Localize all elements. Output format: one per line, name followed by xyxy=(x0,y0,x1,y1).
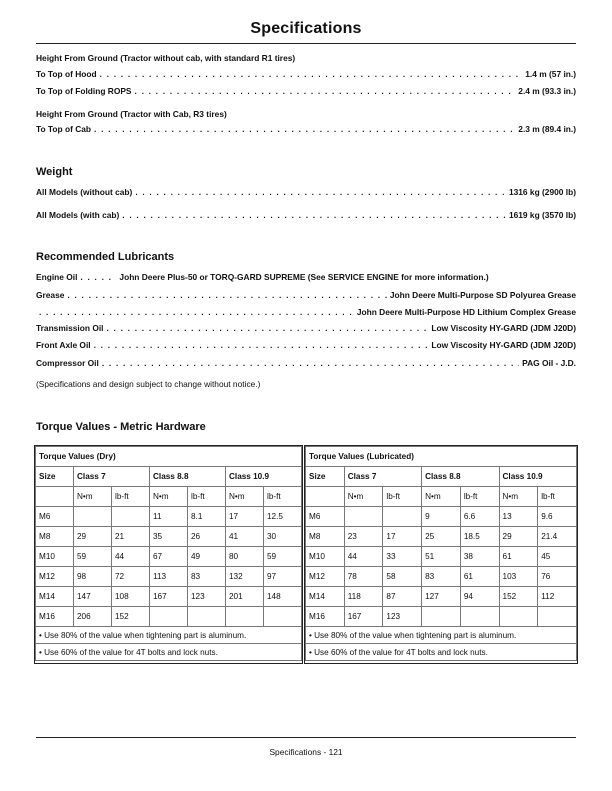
unit-header: N•m xyxy=(422,487,461,507)
torque-value: 103 xyxy=(499,567,538,587)
torque-value: 147 xyxy=(74,587,112,607)
torque-value xyxy=(74,507,112,527)
torque-table-dry-grid xyxy=(35,446,302,661)
torque-value: 38 xyxy=(460,547,499,567)
torque-value: 61 xyxy=(460,567,499,587)
bolt-size: M6 xyxy=(36,507,74,527)
table-caption: Torque Values (Dry) xyxy=(36,447,302,467)
table-row xyxy=(36,587,302,607)
torque-title: Torque Values - Metric Hardware xyxy=(36,421,206,433)
leader-dots xyxy=(135,86,516,96)
torque-value: 13 xyxy=(499,507,538,527)
table-row xyxy=(306,507,577,527)
torque-value: 201 xyxy=(226,587,264,607)
torque-value: 58 xyxy=(383,567,422,587)
weight-title: Weight xyxy=(36,166,73,178)
torque-value: 108 xyxy=(112,587,150,607)
torque-value: 12.5 xyxy=(264,507,302,527)
torque-value xyxy=(460,607,499,627)
spec-label: To Top of Cab xyxy=(36,124,92,134)
table-note: • Use 80% of the value when tightening part is aluminum. xyxy=(36,627,302,644)
spec-label: To Top of Folding ROPS xyxy=(36,86,132,96)
torque-value xyxy=(226,607,264,627)
table-note: • Use 80% of the value when tightening part is aluminum. xyxy=(306,627,577,644)
lube-line-grease-alt xyxy=(36,307,576,319)
torque-value xyxy=(188,607,226,627)
unit-header: lb-ft xyxy=(264,487,302,507)
torque-value: 49 xyxy=(188,547,226,567)
leader-dots xyxy=(102,358,519,368)
bolt-size: M8 xyxy=(306,527,345,547)
torque-value: 132 xyxy=(226,567,264,587)
torque-value: 123 xyxy=(383,607,422,627)
weight-line-no-cab xyxy=(36,187,576,199)
lube-line-compressor xyxy=(36,358,576,370)
torque-value: 152 xyxy=(112,607,150,627)
torque-value: 23 xyxy=(344,527,383,547)
torque-value: 123 xyxy=(188,587,226,607)
spec-value: Low Viscosity HY-GARD (JDM J20D) xyxy=(431,323,576,333)
leader-dots xyxy=(80,272,116,282)
size-header: Size xyxy=(306,467,345,487)
table-row xyxy=(306,607,577,627)
bolt-size: M10 xyxy=(306,547,345,567)
class-header: Class 8.8 xyxy=(422,467,499,487)
torque-value: 21 xyxy=(112,527,150,547)
page-footer: Specifications - 121 xyxy=(269,747,343,757)
lube-line-front-axle xyxy=(36,340,576,352)
bolt-size: M6 xyxy=(306,507,345,527)
unit-header: lb-ft xyxy=(460,487,499,507)
bolt-size: M16 xyxy=(36,607,74,627)
bolt-size: M8 xyxy=(36,527,74,547)
class-header: Class 10.9 xyxy=(499,467,576,487)
torque-value: 59 xyxy=(264,547,302,567)
spec-label: Grease xyxy=(36,290,65,300)
unit-header: N•m xyxy=(150,487,188,507)
torque-value: 78 xyxy=(344,567,383,587)
torque-value: 9 xyxy=(422,507,461,527)
table-row xyxy=(36,567,302,587)
table-note: • Use 60% of the value for 4T bolts and lock nuts. xyxy=(36,644,302,661)
bolt-size: M12 xyxy=(36,567,74,587)
bolt-size: M14 xyxy=(306,587,345,607)
torque-value: 17 xyxy=(383,527,422,547)
leader-dots xyxy=(94,340,429,350)
table-row xyxy=(306,567,577,587)
torque-value: 113 xyxy=(150,567,188,587)
torque-value: 26 xyxy=(188,527,226,547)
torque-value: 152 xyxy=(499,587,538,607)
lube-line-grease xyxy=(36,290,576,302)
torque-value: 72 xyxy=(112,567,150,587)
torque-value: 61 xyxy=(499,547,538,567)
bolt-size: M12 xyxy=(306,567,345,587)
torque-value xyxy=(383,507,422,527)
bolt-size: M10 xyxy=(36,547,74,567)
torque-value: 83 xyxy=(188,567,226,587)
table-row xyxy=(306,587,577,607)
spec-value: 1619 kg (3570 lb) xyxy=(508,210,576,220)
unit-header: lb-ft xyxy=(538,487,577,507)
torque-value: 41 xyxy=(226,527,264,547)
spec-value: John Deere Multi-Purpose HD Lithium Complex Grease xyxy=(356,307,576,317)
torque-value: 21.4 xyxy=(538,527,577,547)
lube-line-transmission xyxy=(36,323,576,335)
torque-value: 33 xyxy=(383,547,422,567)
table-caption: Torque Values (Lubricated) xyxy=(306,447,577,467)
bolt-size: M14 xyxy=(36,587,74,607)
spec-label: Front Axle Oil xyxy=(36,340,91,350)
spec-line-cab xyxy=(36,124,576,136)
leader-dots xyxy=(67,290,386,300)
table-row xyxy=(36,527,302,547)
unit-header: N•m xyxy=(226,487,264,507)
height-no-cab-heading: Height From Ground (Tractor without cab, with standard R1 tires) xyxy=(36,53,296,63)
torque-value: 98 xyxy=(74,567,112,587)
leader-dots xyxy=(122,210,506,220)
torque-value: 83 xyxy=(422,567,461,587)
torque-value: 59 xyxy=(74,547,112,567)
page-title: Specifications xyxy=(250,20,362,37)
torque-value: 97 xyxy=(264,567,302,587)
torque-value: 87 xyxy=(383,587,422,607)
unit-header: lb-ft xyxy=(188,487,226,507)
torque-value xyxy=(112,507,150,527)
torque-value: 35 xyxy=(150,527,188,547)
spec-label: All Models (without cab) xyxy=(36,187,133,197)
spec-value: 2.4 m (93.3 in.) xyxy=(518,86,576,96)
table-row xyxy=(306,547,577,567)
torque-value: 112 xyxy=(538,587,577,607)
spec-value: Low Viscosity HY-GARD (JDM J20D) xyxy=(431,340,576,350)
torque-value xyxy=(264,607,302,627)
leader-dots xyxy=(100,69,523,79)
spec-label: All Models (with cab) xyxy=(36,210,120,220)
leader-dots xyxy=(39,307,354,317)
torque-value: 6.6 xyxy=(460,507,499,527)
torque-value: 45 xyxy=(538,547,577,567)
spec-label: To Top of Hood xyxy=(36,69,97,79)
torque-value xyxy=(499,607,538,627)
spec-value: 2.3 m (89.4 in.) xyxy=(518,124,576,134)
torque-value: 206 xyxy=(74,607,112,627)
torque-value: 18.5 xyxy=(460,527,499,547)
weight-line-cab xyxy=(36,210,576,222)
class-header: Class 10.9 xyxy=(226,467,302,487)
table-row xyxy=(306,527,577,547)
spec-label: Engine Oil xyxy=(36,272,78,282)
lube-line-engine xyxy=(36,272,576,284)
unit-header: lb-ft xyxy=(383,487,422,507)
class-header: Class 7 xyxy=(344,467,421,487)
spec-value: PAG Oil - J.D. xyxy=(522,358,576,368)
torque-value: 9.6 xyxy=(538,507,577,527)
table-row xyxy=(36,507,302,527)
size-header: Size xyxy=(36,467,74,487)
torque-value: 44 xyxy=(112,547,150,567)
torque-value: 148 xyxy=(264,587,302,607)
torque-value: 29 xyxy=(499,527,538,547)
torque-value: 29 xyxy=(74,527,112,547)
unit-header: lb-ft xyxy=(112,487,150,507)
torque-table-dry xyxy=(34,445,303,664)
torque-table-lubricated xyxy=(304,445,578,664)
table-note: • Use 60% of the value for 4T bolts and lock nuts. xyxy=(306,644,577,661)
torque-value: 167 xyxy=(150,587,188,607)
torque-value: 167 xyxy=(344,607,383,627)
spec-value: 1316 kg (2900 lb) xyxy=(508,187,576,197)
torque-value: 67 xyxy=(150,547,188,567)
spec-line-hood xyxy=(36,69,576,81)
torque-value: 30 xyxy=(264,527,302,547)
spec-label: Compressor Oil xyxy=(36,358,99,368)
torque-value xyxy=(538,607,577,627)
footer-rule xyxy=(36,737,576,738)
torque-value xyxy=(344,507,383,527)
torque-value: 51 xyxy=(422,547,461,567)
spec-value: 1.4 m (57 in.) xyxy=(525,69,576,79)
unit-blank xyxy=(306,487,345,507)
leader-dots xyxy=(135,187,506,197)
leader-dots xyxy=(107,323,429,333)
disclaimer-note: (Specifications and design subject to change without notice.) xyxy=(36,379,261,389)
class-header: Class 7 xyxy=(74,467,150,487)
title-rule xyxy=(36,43,576,44)
unit-header: N•m xyxy=(74,487,112,507)
torque-table-lubricated-grid xyxy=(305,446,577,661)
unit-header: N•m xyxy=(344,487,383,507)
unit-header: N•m xyxy=(499,487,538,507)
torque-value: 118 xyxy=(344,587,383,607)
torque-value: 8.1 xyxy=(188,507,226,527)
torque-value: 76 xyxy=(538,567,577,587)
spec-value: John Deere Multi-Purpose SD Polyurea Grease xyxy=(389,290,576,300)
torque-value: 11 xyxy=(150,507,188,527)
unit-blank xyxy=(36,487,74,507)
torque-value: 127 xyxy=(422,587,461,607)
table-row xyxy=(36,547,302,567)
spec-line-rops xyxy=(36,86,576,98)
torque-value: 25 xyxy=(422,527,461,547)
lubricants-title: Recommended Lubricants xyxy=(36,251,175,263)
torque-value: 80 xyxy=(226,547,264,567)
torque-value: 17 xyxy=(226,507,264,527)
torque-value: 94 xyxy=(460,587,499,607)
spec-label: Transmission Oil xyxy=(36,323,104,333)
class-header: Class 8.8 xyxy=(150,467,226,487)
torque-value xyxy=(150,607,188,627)
bolt-size: M16 xyxy=(306,607,345,627)
torque-value xyxy=(422,607,461,627)
table-row xyxy=(36,607,302,627)
spec-value: John Deere Plus-50 or TORQ-GARD SUPREME (See SERVICE ENGINE for more information.) xyxy=(119,272,489,282)
torque-value: 44 xyxy=(344,547,383,567)
height-cab-heading: Height From Ground (Tractor with Cab, R3 tires) xyxy=(36,109,227,119)
leader-dots xyxy=(94,124,515,134)
